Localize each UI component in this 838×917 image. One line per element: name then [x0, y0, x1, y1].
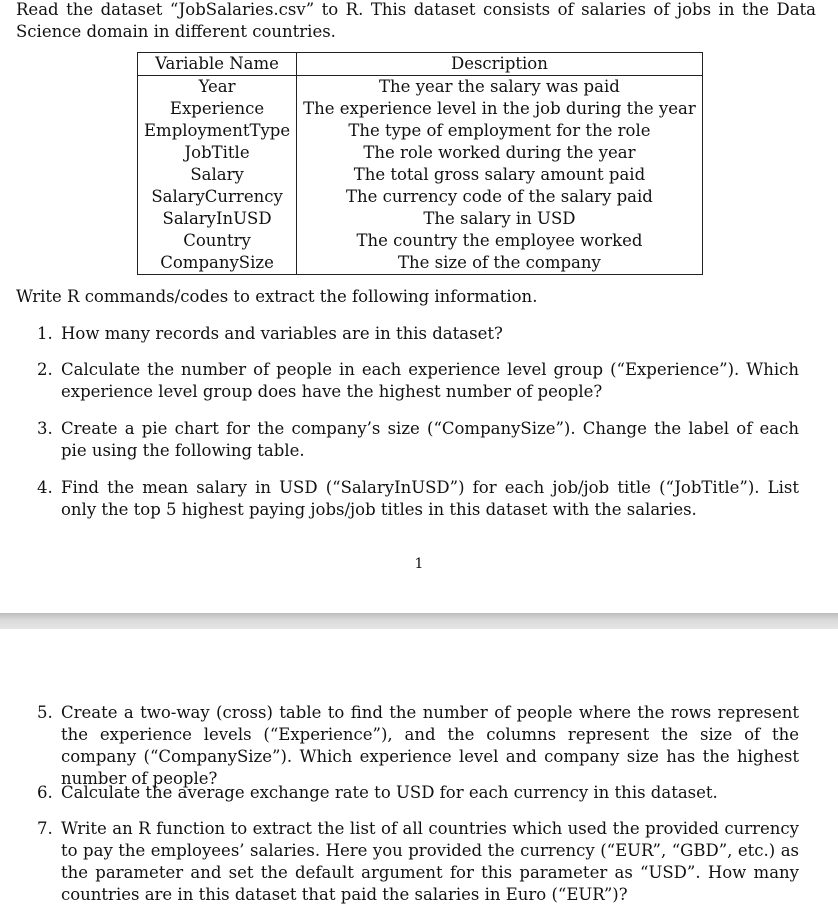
- intro-paragraph: Read the dataset “JobSalaries.csv” to R. This dataset consists of salaries of jobs in the Data Science domain in different countries.: [16, 0, 816, 41]
- question-text: Write an R function to extract the list of all countries which used the provided currency to pay the employees’ salaries. Here you provided the currency (“EUR”, “GBD”, etc.) as the parameter and set the default argument for this parameter as “USD”. How many countries are in this dataset that paid the salaries in Euro (“EUR”)?: [61, 819, 799, 904]
- variable-name: SalaryCurrency: [138, 186, 297, 208]
- question-4: [37, 477, 799, 521]
- instruction-text: Write R commands/codes to extract the following information.: [16, 287, 538, 306]
- table-row: [138, 208, 703, 230]
- question-number: 2.: [37, 360, 53, 379]
- question-number: 6.: [37, 783, 53, 802]
- question-text: Find the mean salary in USD (“SalaryInUSD”) for each job/job title (“JobTitle”). List only the top 5 highest paying jobs/job titles in this dataset with the salaries.: [61, 478, 799, 519]
- question-number: 4.: [37, 478, 53, 497]
- table-row: [138, 230, 703, 252]
- question-text: Calculate the average exchange rate to USD for each currency in this dataset.: [61, 783, 718, 802]
- header-variable-name: Variable Name: [138, 53, 297, 76]
- page-number: 1: [414, 556, 424, 572]
- question-3: [37, 418, 799, 462]
- variable-name: Country: [138, 230, 297, 252]
- question-2: [37, 359, 799, 403]
- variable-name: Experience: [138, 98, 297, 120]
- variable-description: The size of the company: [297, 252, 703, 275]
- variable-name: Salary: [138, 164, 297, 186]
- variable-name: CompanySize: [138, 252, 297, 275]
- question-text: Create a pie chart for the company’s size (“CompanySize”). Change the label of each pie using the following table.: [61, 419, 799, 460]
- variable-description: The salary in USD: [297, 208, 703, 230]
- question-5: [37, 702, 799, 790]
- variable-description: The experience level in the job during the year: [297, 98, 703, 120]
- table-row: [138, 98, 703, 120]
- table-row: [138, 76, 703, 99]
- question-1: [37, 323, 799, 345]
- question-7: [37, 818, 799, 906]
- variable-name: SalaryInUSD: [138, 208, 297, 230]
- table-row: [138, 164, 703, 186]
- question-6: [37, 782, 799, 804]
- table-row: [138, 252, 703, 275]
- variable-description: The year the salary was paid: [297, 76, 703, 99]
- question-number: 1.: [37, 324, 53, 343]
- table-row: [138, 120, 703, 142]
- question-number: 7.: [37, 819, 53, 838]
- variable-description: The role worked during the year: [297, 142, 703, 164]
- variable-name: Year: [138, 76, 297, 99]
- table-row: [138, 142, 703, 164]
- table-row: [138, 186, 703, 208]
- question-number: 5.: [37, 703, 53, 722]
- variable-description: The currency code of the salary paid: [297, 186, 703, 208]
- page-2: [0, 629, 838, 917]
- variable-description: The type of employment for the role: [297, 120, 703, 142]
- variable-description: The country the employee worked: [297, 230, 703, 252]
- variable-name: EmploymentType: [138, 120, 297, 142]
- variable-description: The total gross salary amount paid: [297, 164, 703, 186]
- header-description: Description: [297, 53, 703, 76]
- question-text: Create a two-way (cross) table to find the number of people where the rows represent the experience levels (“Experience”), and the columns represent the size of the company (“CompanySize”). Which experience level and company size has the highest number of people?: [61, 703, 799, 788]
- table-header-row: [138, 53, 703, 76]
- variable-name: JobTitle: [138, 142, 297, 164]
- variables-table: [137, 52, 703, 275]
- question-number: 3.: [37, 419, 53, 438]
- question-text: How many records and variables are in this dataset?: [61, 324, 503, 343]
- question-text: Calculate the number of people in each experience level group (“Experience”). Which experience level group does have the highest number of people?: [61, 360, 799, 401]
- page-separator: [0, 613, 838, 629]
